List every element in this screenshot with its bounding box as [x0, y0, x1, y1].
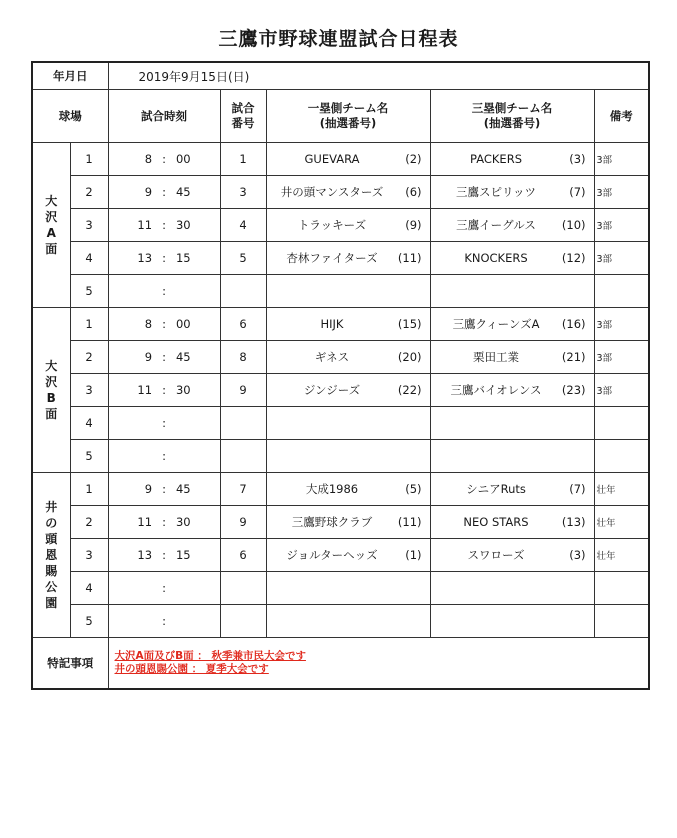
table-row: [32, 209, 649, 242]
team-name: 三鷹クィーンズA: [452, 317, 540, 331]
first-base-team: [266, 374, 430, 407]
time-hour: [124, 581, 152, 595]
venue-name: 井 の 頭 恩 賜 公 園: [32, 473, 70, 638]
third-base-team: [430, 374, 594, 407]
time-separator: :: [162, 383, 166, 397]
draw-number: (7): [569, 185, 586, 199]
draw-number: (5): [405, 482, 422, 496]
time-separator: :: [162, 482, 166, 496]
header-row: [32, 90, 649, 143]
first-base-team: [266, 242, 430, 275]
third-base-team: [430, 143, 594, 176]
game-time: [108, 275, 220, 308]
game-number: 8: [220, 341, 266, 374]
table-row: [32, 407, 649, 440]
schedule-table: [31, 61, 650, 690]
game-time: [108, 440, 220, 473]
slot-number: 1: [70, 308, 108, 341]
third-base-team: [430, 176, 594, 209]
team-name: 井の頭マンスターズ: [280, 185, 384, 199]
time-minute: 30: [175, 515, 191, 529]
date-label: 年月日: [32, 62, 108, 90]
first-base-team: [266, 605, 430, 638]
time-hour: [124, 614, 152, 628]
game-time: [108, 341, 220, 374]
draw-number: (7): [569, 482, 586, 496]
time-minute: 00: [175, 317, 191, 331]
time-separator: :: [162, 317, 166, 331]
team-name: スワローズ: [467, 548, 525, 562]
remark: [594, 407, 649, 440]
third-base-team: [430, 605, 594, 638]
time-hour: 13: [137, 251, 153, 265]
game-time: [108, 506, 220, 539]
draw-number: (3): [569, 152, 586, 166]
table-row: [32, 539, 649, 572]
draw-number: (13): [561, 515, 586, 529]
table-row: [32, 506, 649, 539]
slot-number: 5: [70, 440, 108, 473]
draw-number: (23): [561, 383, 586, 397]
table-row: [32, 308, 649, 341]
slot-number: 4: [70, 572, 108, 605]
time-minute: 30: [175, 383, 191, 397]
third-base-team: [430, 506, 594, 539]
remark: [594, 572, 649, 605]
time-minute: [176, 581, 204, 595]
game-time: [108, 242, 220, 275]
remark: 壮年: [594, 539, 649, 572]
notes-content: [108, 638, 649, 690]
time-hour: 9: [144, 185, 153, 199]
page-title: 三鷹市野球連盟試合日程表: [218, 28, 459, 50]
first-base-team: [266, 308, 430, 341]
time-minute: [176, 614, 204, 628]
time-separator: :: [162, 581, 166, 595]
time-hour: 8: [144, 152, 153, 166]
table-row: [32, 572, 649, 605]
time-minute: 30: [175, 218, 191, 232]
first-base-team: [266, 506, 430, 539]
header-third-base: 三塁側チーム名 (抽選番号): [430, 90, 594, 143]
slot-number: 3: [70, 209, 108, 242]
venue-name: 大 沢 B 面: [32, 308, 70, 473]
first-base-team: [266, 407, 430, 440]
remark: [594, 440, 649, 473]
first-base-team: [266, 176, 430, 209]
team-name: シニアRuts: [466, 482, 526, 496]
slot-number: 5: [70, 275, 108, 308]
table-row: [32, 143, 649, 176]
draw-number: (22): [397, 383, 422, 397]
time-hour: 13: [137, 548, 153, 562]
draw-number: (6): [405, 185, 422, 199]
team-name: 杏林ファイターズ: [286, 251, 378, 265]
game-number: 3: [220, 176, 266, 209]
game-number: [220, 440, 266, 473]
note-line: 井の頭恩賜公園 ： 夏季大会です: [114, 663, 269, 675]
team-name: GUEVARA: [304, 152, 360, 166]
first-base-team: [266, 539, 430, 572]
slot-number: 5: [70, 605, 108, 638]
notes-label: 特記事項: [32, 638, 108, 690]
time-hour: 11: [137, 515, 153, 529]
time-minute: 45: [175, 482, 191, 496]
game-time: [108, 143, 220, 176]
game-time: [108, 572, 220, 605]
remark: 3部: [594, 242, 649, 275]
time-separator: :: [162, 416, 166, 430]
game-number: 4: [220, 209, 266, 242]
time-separator: :: [162, 350, 166, 364]
team-name: HIJK: [320, 317, 344, 331]
table-row: [32, 440, 649, 473]
draw-number: (11): [397, 251, 422, 265]
slot-number: 3: [70, 374, 108, 407]
header-time: 試合時刻: [108, 90, 220, 143]
game-number: [220, 407, 266, 440]
time-separator: :: [162, 515, 166, 529]
time-hour: [124, 416, 152, 430]
third-base-team: [430, 407, 594, 440]
table-row: [32, 374, 649, 407]
third-base-team: [430, 473, 594, 506]
remark: [594, 605, 649, 638]
table-row: [32, 275, 649, 308]
time-minute: 45: [175, 185, 191, 199]
third-base-team: [430, 440, 594, 473]
team-name: ジョルターヘッズ: [286, 548, 378, 562]
game-time: [108, 308, 220, 341]
venue-name: 大 沢 A 面: [32, 143, 70, 308]
remark: 3部: [594, 143, 649, 176]
game-number: [220, 605, 266, 638]
time-minute: [176, 284, 204, 298]
game-time: [108, 539, 220, 572]
team-name: トラッキーズ: [297, 218, 367, 232]
game-number: [220, 275, 266, 308]
first-base-team: [266, 473, 430, 506]
remark: 壮年: [594, 473, 649, 506]
game-time: [108, 473, 220, 506]
team-name: PACKERS: [470, 152, 522, 166]
first-base-team: [266, 275, 430, 308]
time-separator: :: [162, 185, 166, 199]
draw-number: (21): [561, 350, 586, 364]
first-base-team: [266, 209, 430, 242]
game-number: 5: [220, 242, 266, 275]
remark: 3部: [594, 209, 649, 242]
game-number: 9: [220, 374, 266, 407]
game-time: [108, 374, 220, 407]
header-venue: 球場: [32, 90, 108, 143]
game-number: 9: [220, 506, 266, 539]
remark: 3部: [594, 374, 649, 407]
table-row: [32, 242, 649, 275]
note-line: 大沢A面及びB面 ： 秋季兼市民大会です: [114, 650, 306, 662]
time-hour: [124, 449, 152, 463]
remark: 3部: [594, 176, 649, 209]
date-row: [32, 62, 649, 90]
slot-number: 2: [70, 506, 108, 539]
time-minute: 00: [175, 152, 191, 166]
table-row: [32, 473, 649, 506]
table-row: [32, 341, 649, 374]
third-base-team: [430, 341, 594, 374]
game-time: [108, 209, 220, 242]
third-base-team: [430, 572, 594, 605]
table-row: [32, 176, 649, 209]
time-separator: :: [162, 548, 166, 562]
draw-number: (16): [561, 317, 586, 331]
time-hour: 11: [137, 383, 153, 397]
third-base-team: [430, 275, 594, 308]
remark: [594, 275, 649, 308]
slot-number: 3: [70, 539, 108, 572]
game-time: [108, 176, 220, 209]
remark: 壮年: [594, 506, 649, 539]
team-name: KNOCKERS: [464, 251, 528, 265]
header-first-base: 一塁側チーム名 (抽選番号): [266, 90, 430, 143]
team-name: 三鷹イーグルス: [456, 218, 536, 232]
header-remarks: 備考: [594, 90, 649, 143]
time-minute: [176, 449, 204, 463]
slot-number: 2: [70, 341, 108, 374]
third-base-team: [430, 209, 594, 242]
draw-number: (10): [561, 218, 586, 232]
team-name: 三鷹スピリッツ: [455, 185, 537, 199]
time-separator: :: [162, 614, 166, 628]
team-name: 栗田工業: [473, 350, 519, 364]
slot-number: 1: [70, 143, 108, 176]
third-base-team: [430, 539, 594, 572]
third-base-team: [430, 308, 594, 341]
time-minute: 15: [175, 251, 191, 265]
third-base-team: [430, 242, 594, 275]
time-separator: :: [162, 449, 166, 463]
team-name: 三鷹バイオレンス: [450, 383, 542, 397]
first-base-team: [266, 440, 430, 473]
time-minute: [176, 416, 204, 430]
team-name: NEO STARS: [463, 515, 529, 529]
time-hour: [124, 284, 152, 298]
game-time: [108, 407, 220, 440]
team-name: ギネス: [314, 350, 350, 364]
game-time: [108, 605, 220, 638]
team-name: 三鷹野球クラブ: [291, 515, 373, 529]
game-number: 6: [220, 308, 266, 341]
header-game-no: 試合 番号: [220, 90, 266, 143]
team-name: ジンジーズ: [303, 383, 361, 397]
notes-row: [32, 638, 649, 690]
time-minute: 15: [175, 548, 191, 562]
time-hour: 8: [144, 317, 153, 331]
time-separator: :: [162, 251, 166, 265]
time-hour: 9: [144, 350, 153, 364]
game-number: 7: [220, 473, 266, 506]
time-separator: :: [162, 218, 166, 232]
time-separator: :: [162, 284, 166, 298]
time-minute: 45: [175, 350, 191, 364]
remark: 3部: [594, 308, 649, 341]
remark: 3部: [594, 341, 649, 374]
slot-number: 4: [70, 407, 108, 440]
first-base-team: [266, 143, 430, 176]
first-base-team: [266, 572, 430, 605]
draw-number: (11): [397, 515, 422, 529]
slot-number: 2: [70, 176, 108, 209]
slot-number: 4: [70, 242, 108, 275]
game-number: [220, 572, 266, 605]
draw-number: (12): [561, 251, 586, 265]
draw-number: (20): [397, 350, 422, 364]
slot-number: 1: [70, 473, 108, 506]
draw-number: (2): [405, 152, 422, 166]
team-name: 大成1986: [305, 482, 359, 496]
time-hour: 11: [137, 218, 153, 232]
draw-number: (3): [569, 548, 586, 562]
first-base-team: [266, 341, 430, 374]
date-value: 2019年9月15日(日): [108, 62, 649, 90]
time-separator: :: [162, 152, 166, 166]
table-row: [32, 605, 649, 638]
game-number: 1: [220, 143, 266, 176]
draw-number: (15): [397, 317, 422, 331]
game-number: 6: [220, 539, 266, 572]
draw-number: (1): [405, 548, 422, 562]
time-hour: 9: [144, 482, 153, 496]
draw-number: (9): [405, 218, 422, 232]
